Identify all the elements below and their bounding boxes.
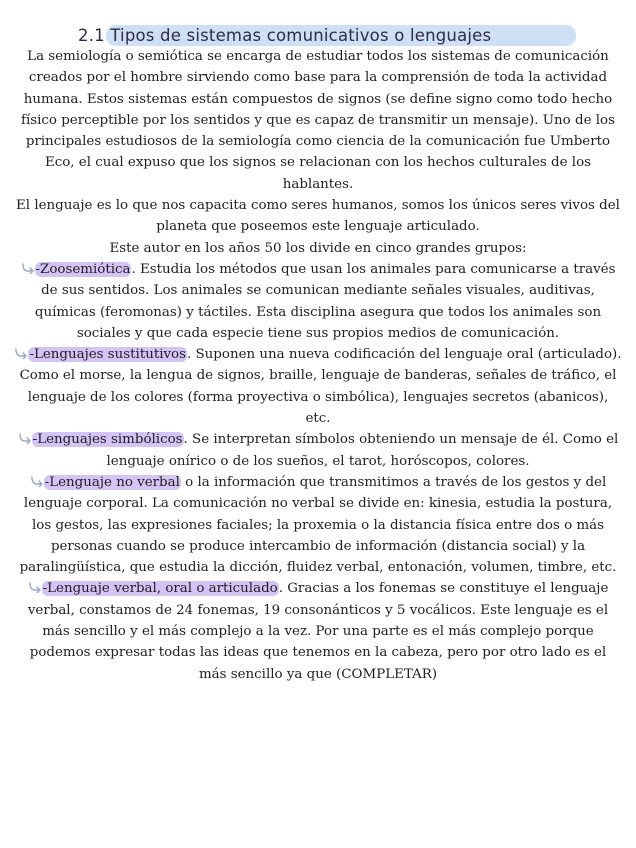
- group-term: -Zoosemiótica: [35, 261, 131, 277]
- note-body: [14, 46, 622, 685]
- group-paragraph: [14, 578, 622, 684]
- intro-paragraph: La semiología o semiótica se encarga de estudiar todos los sistemas de comunicación creados por el hombre sirviendo como base para la comprensión de toda la actividad humana. Estos sistemas están compuestos de signos (se define signo como todo hecho físico perceptible por los sentidos y que es capaz de transmitir un mensaje). Uno de los principales estudiosos de la semiología como ciencia de la comunicación fue Umberto Eco, el cual expuso que los signos se relacionan con los hechos culturales de los hablantes.: [21, 49, 615, 192]
- group-term: -Lenguajes sustitutivos: [29, 347, 186, 363]
- group-text: . Gracias a los fonemas se constituye el lenguaje verbal, constamos de 24 fonemas, 19 consonánticos y 5 vocálicos. Este lenguaje es el más sencillo y el más complejo a la vez. Por una parte es el más complejo porque podemos expresar todas las ideas que tenemos en la cabeza, pero por otro lado es el más sencillo ya que (COMPLETAR): [27, 581, 609, 682]
- arrow-icon: [18, 433, 32, 444]
- group-text: . Suponen una nueva codificación del lenguaje oral (articulado). Como el morse, la lengua de signos, braille, lenguaje de banderas, señales de tráfico, el lenguaje de los colores (forma proyectiva o simbólica), lenguajes secretos (abanicos), etc.: [19, 347, 622, 427]
- arrow-icon: [14, 348, 28, 359]
- group-paragraph: [14, 344, 622, 429]
- arrow-icon: [21, 263, 35, 274]
- arrow-icon: [30, 476, 44, 487]
- group-term: -Lenguaje no verbal: [44, 474, 180, 490]
- group-term: -Lenguaje verbal, oral o articulado: [42, 581, 278, 597]
- group-paragraph: [14, 472, 622, 578]
- group-paragraph: [14, 259, 622, 344]
- group-text: . Se interpretan símbolos obteniendo un mensaje de él. Como el lenguaje onírico o de los sueños, el tarot, horóscopos, colores.: [106, 432, 619, 469]
- intro-groups-paragraph: Este autor en los años 50 los divide en cinco grandes grupos:: [109, 240, 527, 256]
- group-term: -Lenguajes simbólicos: [32, 432, 183, 448]
- arrow-icon: [28, 582, 42, 593]
- section-title: [78, 22, 491, 48]
- section-title-text: 2.1 Tipos de sistemas comunicativos o lenguajes: [78, 25, 492, 45]
- intro-language-paragraph: El lenguaje es lo que nos capacita como seres humanos, somos los únicos seres vivos del planeta que poseemos este lenguaje articulado.: [16, 198, 620, 235]
- group-paragraph: [14, 429, 622, 472]
- group-text: o la información que transmitimos a través de los gestos y del lenguaje corporal. La comunicación no verbal se divide en: kinesia, estudia la postura, los gestos, las expresiones faciales; la proxemia o la distancia física entre dos o más personas cuando se produce intercambio de información (distancia social) y la paralingüística, que estudia la dicción, fluidez verbal, entonación, volumen, timbre, etc.: [19, 474, 617, 576]
- group-text: . Estudia los métodos que usan los animales para comunicarse a través de sus sentidos. Los animales se comunican mediante señales visuales, auditivas, químicas (feromonas) y táctiles. Esta disciplina asegura que todos los animales son sociales y que cada especie tiene sus propios medios de comunicación.: [34, 261, 616, 341]
